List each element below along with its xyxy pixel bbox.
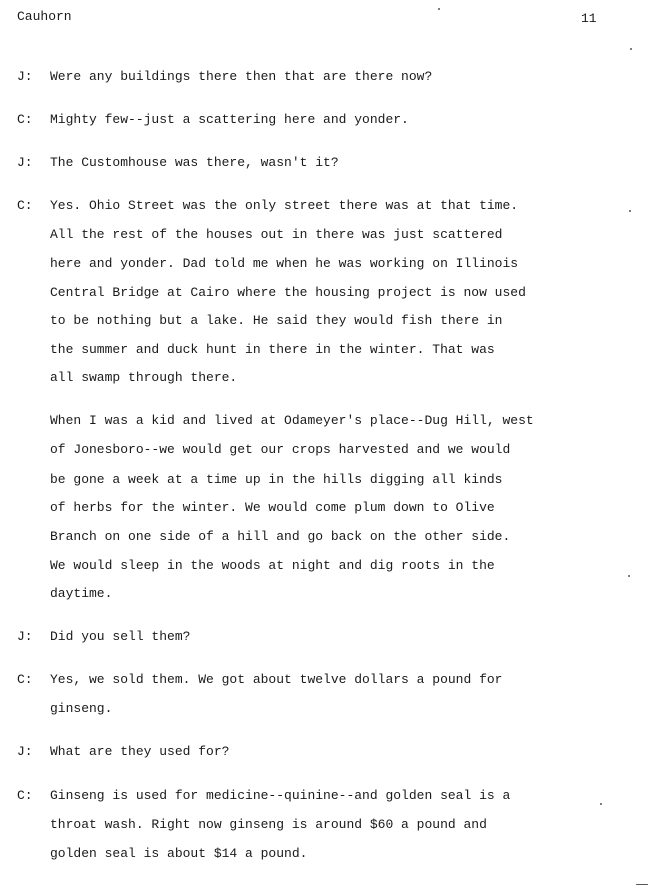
- scan-speck: [636, 884, 648, 885]
- interviewee-name-header: Cauhorn: [17, 9, 72, 24]
- transcript-line: to be nothing but a lake. He said they would fish there in: [50, 313, 503, 328]
- scan-speck: [438, 8, 440, 10]
- speaker-label: J:: [17, 69, 33, 84]
- transcript-line: all swamp through there.: [50, 370, 238, 385]
- transcript-line: Were any buildings there then that are there now?: [50, 69, 433, 84]
- transcript-line: of herbs for the winter. We would come plum down to Olive: [50, 500, 495, 515]
- transcript-line: Central Bridge at Cairo where the housing project is now used: [50, 285, 526, 300]
- speaker-label: C:: [17, 788, 33, 803]
- scan-speck: [628, 575, 630, 577]
- speaker-label: J:: [17, 744, 33, 759]
- transcript-line: We would sleep in the woods at night and dig roots in the: [50, 558, 495, 573]
- speaker-label: J:: [17, 629, 33, 644]
- transcript-line: throat wash. Right now ginseng is around $60 a pound and: [50, 817, 487, 832]
- transcript-line: The Customhouse was there, wasn't it?: [50, 155, 339, 170]
- transcript-line: daytime.: [50, 586, 113, 601]
- transcript-line: Did you sell them?: [50, 629, 191, 644]
- speaker-label: J:: [17, 155, 33, 170]
- transcript-line: golden seal is about $14 a pound.: [50, 846, 308, 861]
- transcript-line: What are they used for?: [50, 744, 230, 759]
- page-number: 11: [581, 11, 597, 26]
- transcript-line: Ginseng is used for medicine--quinine--and golden seal is a: [50, 788, 511, 803]
- transcript-line: ginseng.: [50, 701, 113, 716]
- transcript-line: be gone a week at a time up in the hills digging all kinds: [50, 472, 503, 487]
- speaker-label: C:: [17, 672, 33, 687]
- speaker-label: C:: [17, 198, 33, 213]
- transcript-line: Branch on one side of a hill and go back on the other side.: [50, 529, 511, 544]
- scan-speck: [600, 803, 602, 805]
- transcript-line: of Jonesboro--we would get our crops harvested and we would: [50, 442, 511, 457]
- transcript-line: When I was a kid and lived at Odameyer's place--Dug Hill, west: [50, 413, 534, 428]
- speaker-label: C:: [17, 112, 33, 127]
- transcript-line: All the rest of the houses out in there was just scattered: [50, 227, 503, 242]
- scan-speck: [629, 210, 631, 212]
- transcript-line: here and yonder. Dad told me when he was working on Illinois: [50, 256, 519, 271]
- transcript-line: the summer and duck hunt in there in the winter. That was: [50, 342, 495, 357]
- transcript-line: Mighty few--just a scattering here and yonder.: [50, 112, 409, 127]
- scan-speck: [630, 48, 632, 50]
- transcript-line: Yes, we sold them. We got about twelve dollars a pound for: [50, 672, 503, 687]
- transcript-line: Yes. Ohio Street was the only street there was at that time.: [50, 198, 519, 213]
